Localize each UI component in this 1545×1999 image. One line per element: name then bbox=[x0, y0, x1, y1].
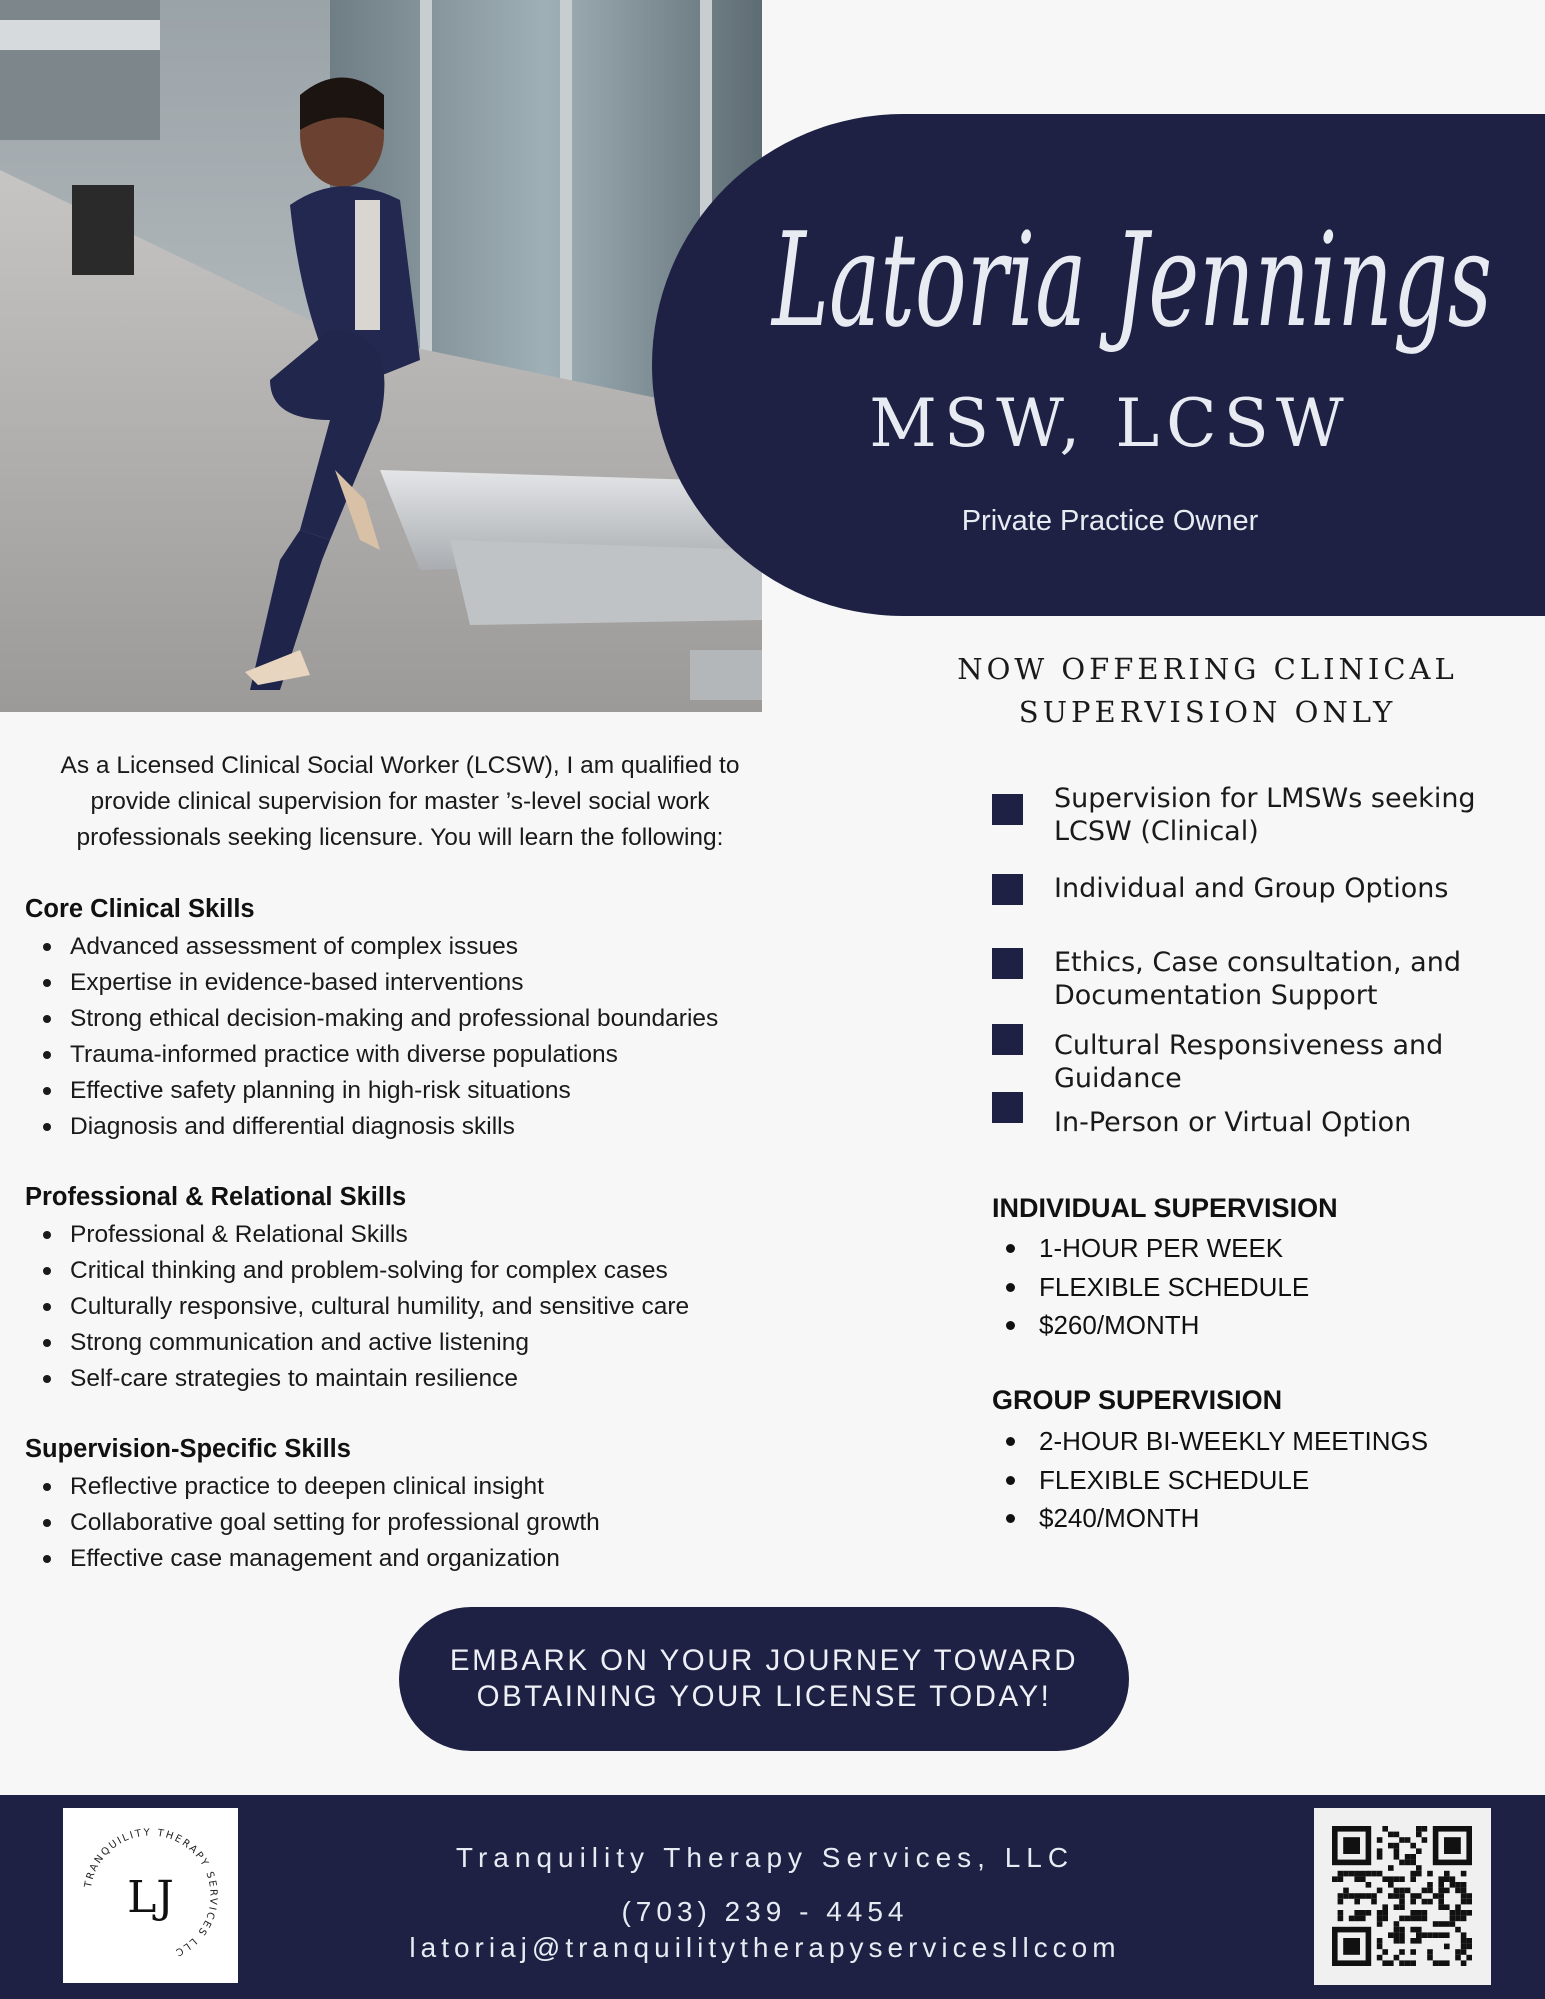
feature-text: Ethics, Case consultation, and bbox=[1054, 947, 1461, 978]
individual-supervision-list bbox=[1002, 1229, 1309, 1345]
core-skills-list bbox=[40, 929, 718, 1145]
intro-line: provide clinical supervision for master ’s-level social work bbox=[90, 788, 710, 815]
feature-text: Documentation Support bbox=[1054, 980, 1378, 1011]
call-to-action-banner bbox=[399, 1607, 1129, 1751]
phone-number[interactable]: (703) 239 - 4454 bbox=[621, 1896, 909, 1927]
intro-line: professionals seeking licensure. You will learn the following: bbox=[76, 824, 724, 851]
list-item: FLEXIBLE SCHEDULE bbox=[1002, 1268, 1309, 1307]
credentials: MSW, LCSW bbox=[869, 385, 1351, 462]
name-text: Latoria Jennings bbox=[770, 204, 1492, 356]
square-bullet-icon bbox=[992, 794, 1023, 825]
feature-text: Cultural Responsiveness and bbox=[1054, 1030, 1444, 1061]
list-item: Trauma-informed practice with diverse populations bbox=[40, 1037, 718, 1073]
square-bullet-icon bbox=[992, 874, 1023, 905]
core-skills-title: Core Clinical Skills bbox=[25, 895, 255, 923]
intro-paragraph bbox=[30, 748, 770, 856]
intro-line: As a Licensed Clinical Social Worker (LCSW), I am qualified to bbox=[60, 752, 740, 779]
feature-text: Individual and Group Options bbox=[1054, 873, 1449, 904]
list-item: Strong communication and active listening bbox=[40, 1325, 689, 1361]
email-address[interactable]: latoriaj@tranquilitytherapyservicesllccom bbox=[409, 1932, 1121, 1963]
list-item: FLEXIBLE SCHEDULE bbox=[1002, 1461, 1428, 1500]
logo-ring-text: TRANQUILITY THERAPY SERVICES LLC bbox=[82, 1827, 219, 1959]
list-item: $240/MONTH bbox=[1002, 1499, 1428, 1538]
list-item: Collaborative goal setting for professional growth bbox=[40, 1505, 600, 1541]
square-bullet-icon bbox=[992, 948, 1023, 979]
list-item: $260/MONTH bbox=[1002, 1306, 1309, 1345]
portrait-photo bbox=[0, 0, 762, 712]
list-item: Strong ethical decision-making and professional boundaries bbox=[40, 1001, 718, 1037]
list-item: Critical thinking and problem-solving for complex cases bbox=[40, 1253, 689, 1289]
feature-text: In-Person or Virtual Option bbox=[1054, 1107, 1412, 1138]
list-item: Reflective practice to deepen clinical insight bbox=[40, 1469, 600, 1505]
feature-text: Guidance bbox=[1054, 1063, 1182, 1094]
supervision-skills-title: Supervision-Specific Skills bbox=[25, 1435, 351, 1463]
offering-line: NOW OFFERING CLINICAL bbox=[957, 652, 1458, 686]
list-item: Self-care strategies to maintain resilience bbox=[40, 1361, 689, 1397]
list-item: Culturally responsive, cultural humility, and sensitive care bbox=[40, 1289, 689, 1325]
logo-initials: LJ bbox=[127, 1872, 174, 1923]
company-name: Tranquility Therapy Services, LLC bbox=[455, 1842, 1075, 1873]
qr-code bbox=[1314, 1808, 1491, 1985]
offering-line: SUPERVISION ONLY bbox=[1018, 695, 1397, 729]
square-bullet-icon bbox=[992, 1092, 1023, 1123]
individual-supervision-title: INDIVIDUAL SUPERVISION bbox=[992, 1193, 1338, 1223]
list-item: Effective safety planning in high-risk situations bbox=[40, 1073, 718, 1109]
name-script-title bbox=[752, 140, 1512, 380]
list-item: Expertise in evidence-based interventions bbox=[40, 965, 718, 1001]
professional-skills-list bbox=[40, 1217, 689, 1397]
list-item: Professional & Relational Skills bbox=[40, 1217, 689, 1253]
list-item: Effective case management and organization bbox=[40, 1541, 600, 1577]
square-bullet-icon bbox=[992, 1024, 1023, 1055]
feature-text: LCSW (Clinical) bbox=[1054, 816, 1259, 847]
role-subtitle: Private Practice Owner bbox=[961, 505, 1259, 537]
offering-headline bbox=[920, 648, 1495, 734]
list-item: 2-HOUR BI-WEEKLY MEETINGS bbox=[1002, 1422, 1428, 1461]
list-item: Diagnosis and differential diagnosis skills bbox=[40, 1109, 718, 1145]
feature-text: Supervision for LMSWs seeking bbox=[1054, 783, 1476, 814]
professional-skills-title: Professional & Relational Skills bbox=[25, 1183, 407, 1211]
group-supervision-list bbox=[1002, 1422, 1428, 1538]
list-item: 1-HOUR PER WEEK bbox=[1002, 1229, 1309, 1268]
company-logo bbox=[63, 1808, 238, 1983]
cta-text: EMBARK ON YOUR JOURNEY TOWARD OBTAINING YOUR LICENSE TODAY! bbox=[449, 1644, 1079, 1713]
supervision-skills-list bbox=[40, 1469, 600, 1577]
list-item: Advanced assessment of complex issues bbox=[40, 929, 718, 965]
group-supervision-title: GROUP SUPERVISION bbox=[992, 1385, 1283, 1415]
